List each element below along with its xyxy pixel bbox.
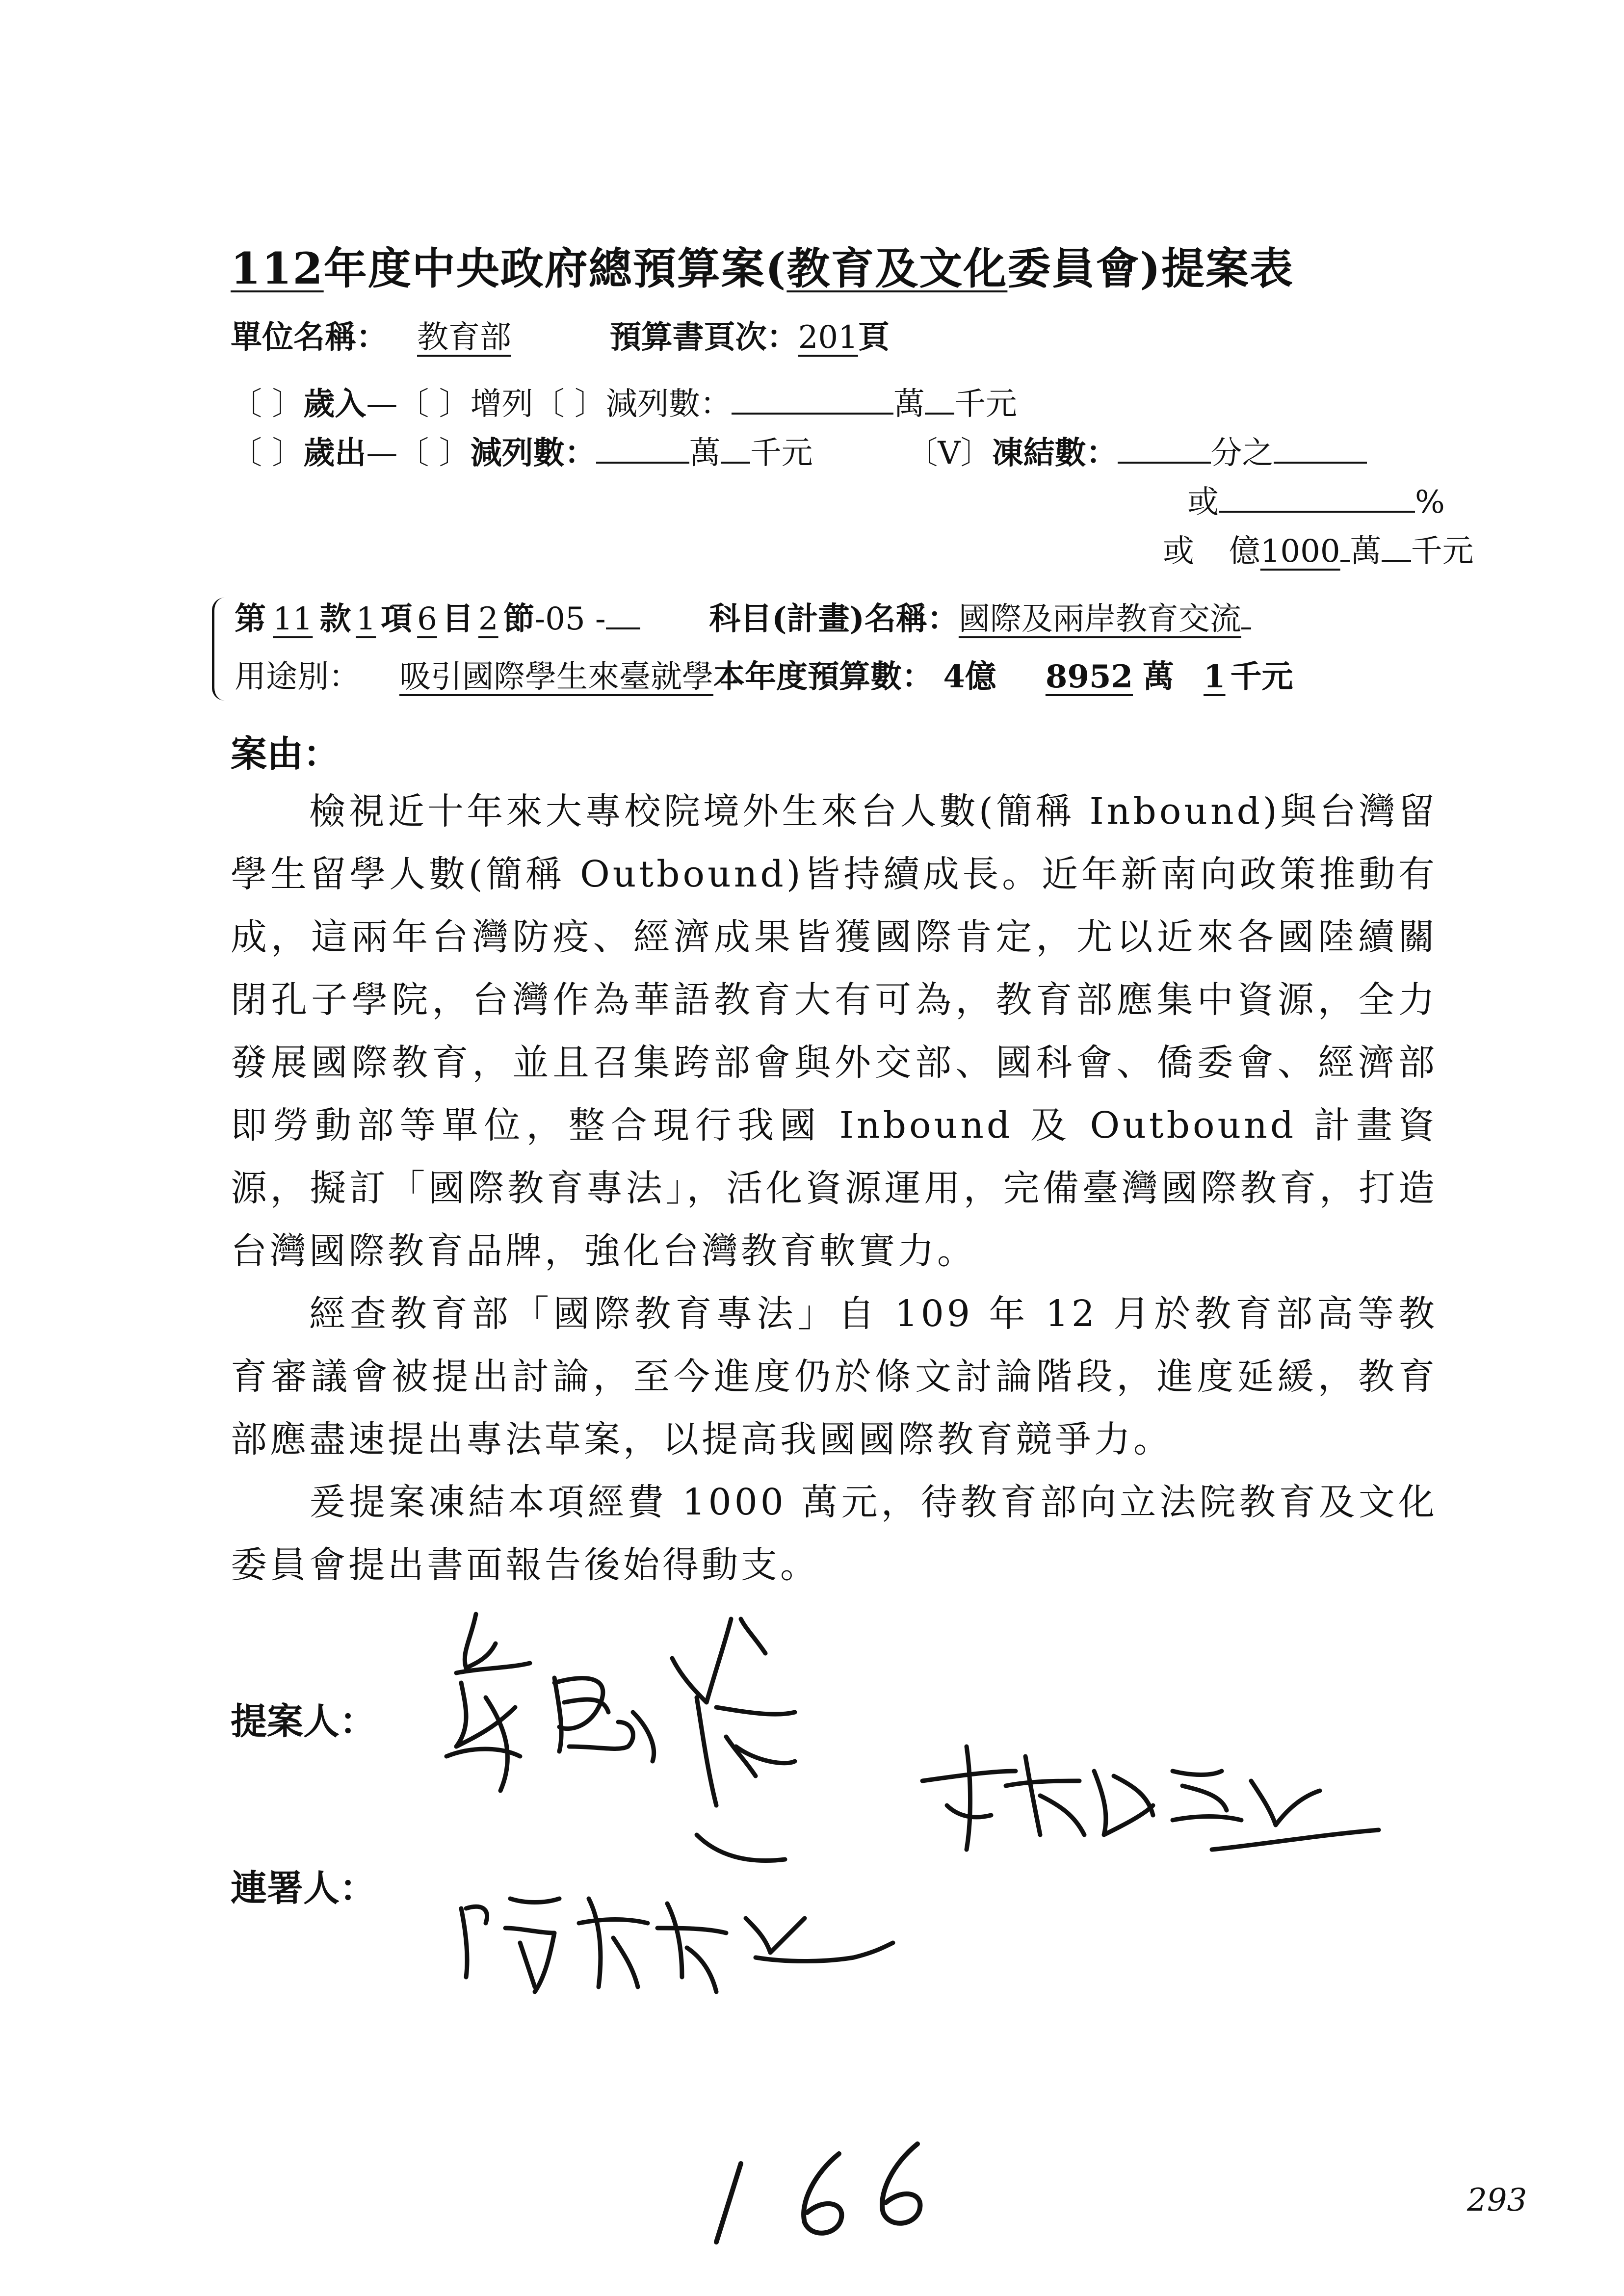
freeze-or1: 或 xyxy=(1187,484,1219,521)
item-di: 第 xyxy=(235,600,266,637)
revenue-row xyxy=(231,379,1017,424)
subject-label: 科目(計畫)名稱： xyxy=(709,600,959,637)
item-bracket xyxy=(212,598,229,701)
freeze-wan: 萬 xyxy=(1350,533,1382,570)
expenditure-row xyxy=(231,428,1367,473)
exp-label: 歲出 xyxy=(303,435,367,471)
proposer-label: 提案人： xyxy=(231,1700,376,1743)
freeze-label: 凍結數： xyxy=(992,435,1118,471)
page-label: 預算書頁次： xyxy=(609,319,798,356)
page-value: 201 xyxy=(798,319,858,356)
item-kuan-no: 11 xyxy=(273,601,313,637)
freeze-or-percent xyxy=(1187,477,1445,522)
revenue-decrease: 〔 〕減列數： xyxy=(533,386,732,422)
page-suffix: 頁 xyxy=(858,319,890,356)
exp-decrease: 減列數： xyxy=(470,435,596,471)
freeze-or-amount xyxy=(1163,526,1474,571)
item-kuan: 款 xyxy=(319,600,351,637)
exp-qian: 千元 xyxy=(750,435,813,471)
item-jie-no: 2 xyxy=(478,601,498,637)
item-code: -05 - xyxy=(534,601,606,637)
revenue-wan: 萬 xyxy=(893,386,925,422)
budget-label: 本年度預算數： xyxy=(713,658,933,695)
cosigner-label: 連署人： xyxy=(231,1867,376,1909)
proposer-signature xyxy=(442,1599,932,1904)
budget-wan-value: 8952 xyxy=(1045,658,1133,695)
purpose-label: 用途別： xyxy=(235,659,360,695)
revenue-bracket: 〔 〕 xyxy=(231,386,304,422)
title-pre: 年度中央政府總預算案( xyxy=(323,243,787,294)
cosigner-signature-1 xyxy=(917,1727,1388,1923)
purpose-value: 吸引國際學生來臺就學 xyxy=(399,659,713,695)
freeze-bracket: 〔V〕 xyxy=(906,435,992,471)
item-jie: 節 xyxy=(503,600,535,637)
freeze-amount: 1000 xyxy=(1260,533,1340,570)
budget-yi-value: 4 xyxy=(943,658,965,695)
item-mu-no: 6 xyxy=(417,601,437,637)
unit-label: 單位名稱： xyxy=(231,319,388,356)
freeze-percent: % xyxy=(1415,484,1445,521)
item-xiang-no: 1 xyxy=(356,601,376,637)
freeze-or2: 或 xyxy=(1163,533,1194,570)
freeze-yi: 億 xyxy=(1229,533,1260,570)
subject-value: 國際及兩岸教育交流 xyxy=(958,601,1241,637)
cosigner-signature-2 xyxy=(451,1879,942,2026)
item-mu: 目 xyxy=(442,600,473,637)
item-xiang: 項 xyxy=(381,600,413,637)
purpose-row xyxy=(235,652,1293,697)
budget-wan: 萬 xyxy=(1143,658,1174,695)
exp-bracket: 〔 〕 xyxy=(231,435,304,471)
revenue-dash: — xyxy=(366,386,398,422)
unit-row xyxy=(231,312,890,357)
page-number: 293 xyxy=(1467,2182,1527,2218)
reason-paragraph-1: 檢視近十年來大專校院境外生來台人數(簡稱 Inbound)與台灣留學生留學人數(簡稱 Outbound)皆持續成長。近年新南向政策推動有成，這兩年台灣防疫、經濟成果皆獲國際肯定，尤以近來各國陸續關閉孔子學院，台灣作為華語教育大有可為，教育部應集中資源，全力發展國際教育，並且召集跨部會與外交部、國科會、僑委會、經濟部即勞動部等單位，整合現行我國 Inbound 及 Outbound 計畫資源，擬訂「國際教育專法」，活化資源運用，完備臺灣國際教育，打造台灣國際教育品牌，強化台灣教育軟實力。 xyxy=(231,790,1438,1272)
revenue-qian: 千元 xyxy=(954,386,1018,422)
revenue-increase: 〔 〕增列 xyxy=(397,386,533,422)
freeze-fraction: 分之 xyxy=(1210,435,1274,471)
budget-yi: 億 xyxy=(965,658,996,695)
exp-decrease-bracket: 〔 〕 xyxy=(397,435,471,471)
unit-name: 教育部 xyxy=(417,319,511,356)
item-row xyxy=(235,594,1251,639)
title-year: 112 xyxy=(231,243,324,294)
freeze-qian: 千元 xyxy=(1411,533,1474,570)
revenue-label: 歲入 xyxy=(303,386,367,422)
reason-body xyxy=(231,780,1438,1596)
handwritten-number xyxy=(707,2134,981,2252)
exp-dash: — xyxy=(366,435,398,471)
budget-qian-value: 1 xyxy=(1204,658,1226,695)
form-title xyxy=(231,235,1294,296)
exp-wan: 萬 xyxy=(689,435,721,471)
reason-paragraph-2: 經查教育部「國際教育專法」自 109 年 12 月於教育部高等教育審議會被提出討論，至今進度仍於條文討論階段，進度延緩，教育部應盡速提出專法草案，以提高我國國際教育競爭力。 xyxy=(231,1293,1438,1461)
budget-qian: 千元 xyxy=(1230,658,1293,695)
reason-paragraph-3: 爰提案凍結本項經費 1000 萬元，待教育部向立法院教育及文化委員會提出書面報告後始得動支。 xyxy=(231,1481,1438,1586)
title-committee: 教育及文化 xyxy=(786,243,1008,294)
title-post: 委員會)提案表 xyxy=(1007,243,1294,294)
reason-heading: 案由： xyxy=(231,733,340,775)
